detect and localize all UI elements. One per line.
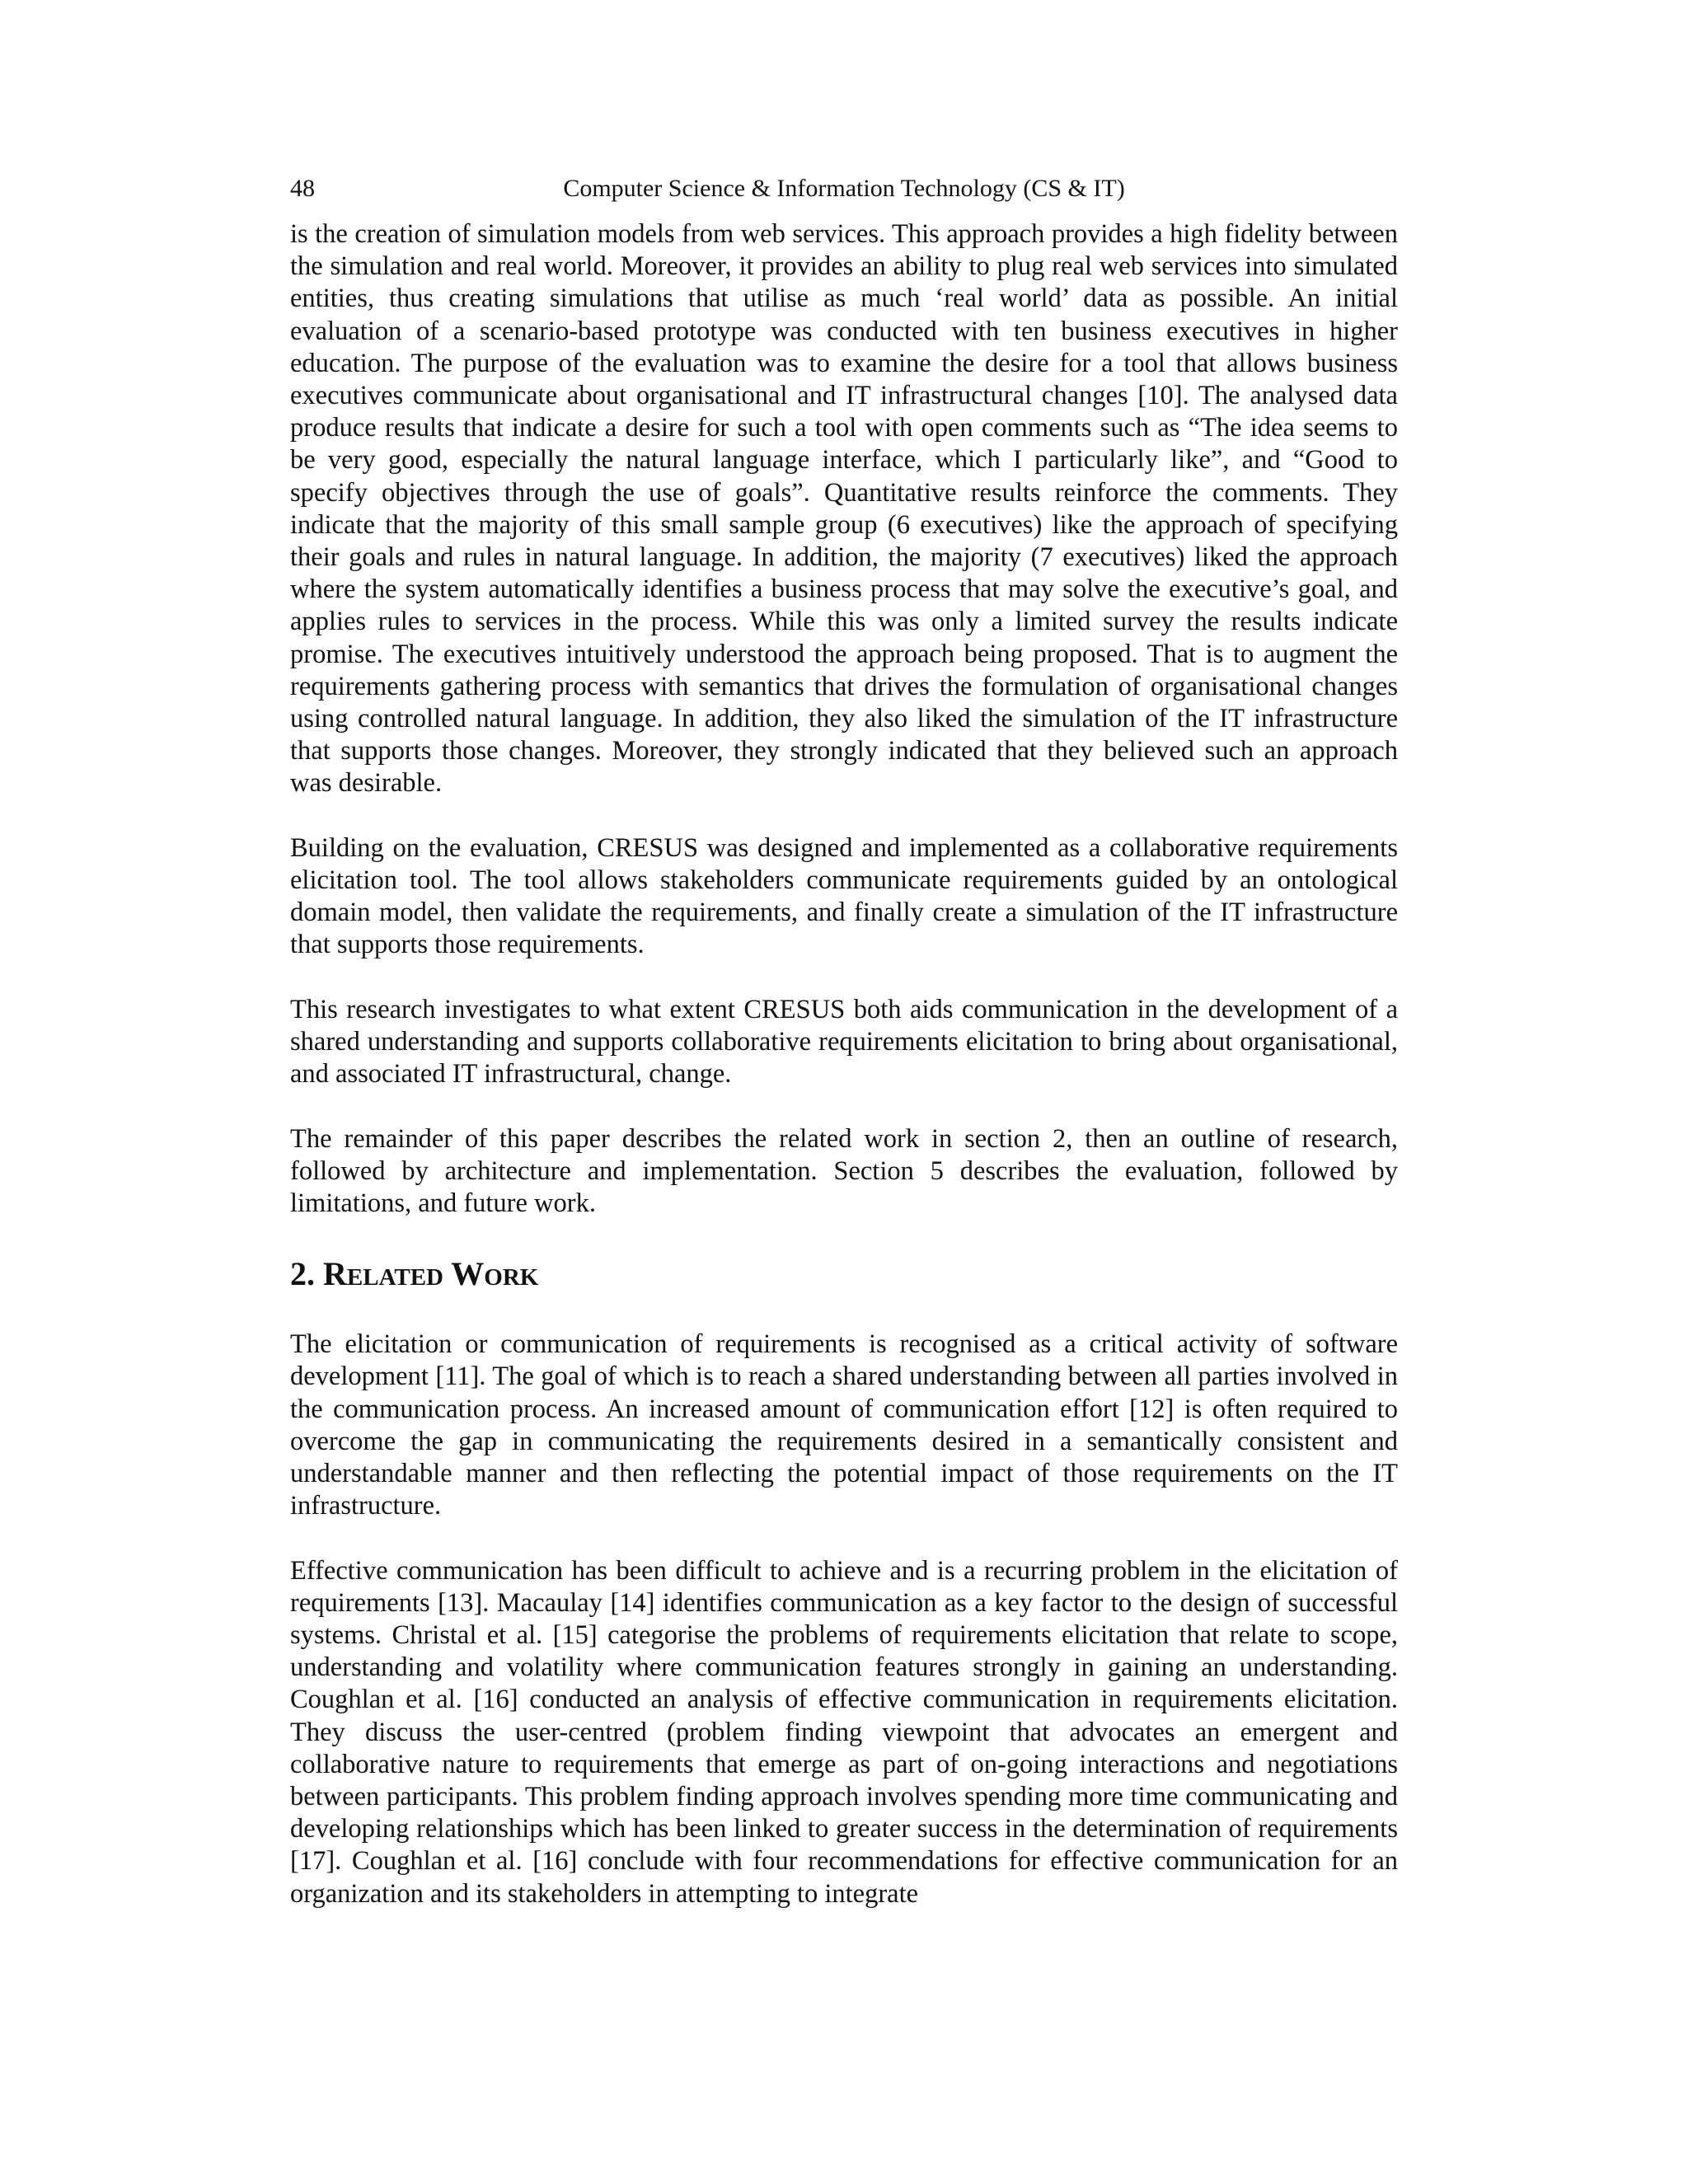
paragraph-elicitation: The elicitation or communication of requirements is recognised as a critical activity of software development [11]. The goal of which is to reach a shared understanding between all parties involved in the communication process. An increased amount of communication effort [12] is often required to overcome the gap in communicating the requirements desired in a semantically consistent and understandable manner and then reflecting the potential impact of those requirements on the IT infrastructure. [290,1329,1398,1521]
section-number: 2. [290,1255,315,1293]
running-header [290,169,1398,209]
section-heading-related-work [290,1254,1398,1298]
body-text [290,218,1398,1910]
heading-word-related: RELATED [323,1255,443,1293]
paragraph-paper-outline: The remainder of this paper describes the related work in section 2, then an outline of research, followed by architecture and implementation. Section 5 describes the evaluation, followed by limitations, and future work. [290,1123,1398,1219]
paragraph-research-aim: This research investigates to what extent CRESUS both aids communication in the development of a shared understanding and supports collaborative requirements elicitation to bring about organisational, and associated IT infrastructural, change. [290,994,1398,1090]
journal-title: Computer Science & Information Technology (CS & IT) [563,175,1125,202]
page-number: 48 [290,175,315,202]
paragraph-effective-communication: Effective communication has been difficult to achieve and is a recurring problem in the elicitation of requirements [13]. Macaulay [14] identifies communication as a key factor to the design of successful systems. Christal et al. [15] categorise the problems of requirements elicitation that relate to scope, understanding and volatility where communication features strongly in gaining an understanding. Coughlan et al. [16] conducted an analysis of effective communication in requirements elicitation. They discuss the user-centred (problem finding viewpoint that advocates an emergent and collaborative nature to requirements that emerge as part of on-going interactions and negotiations between participants. This problem finding approach involves spending more time communicating and developing relationships which has been linked to greater success in the determination of requirements [17]. Coughlan et al. [16] conclude with four recommendations for effective communication for an organization and its stakeholders in attempting to integrate [290,1555,1398,1909]
paragraph-cresus-design: Building on the evaluation, CRESUS was designed and implemented as a collaborative requirements elicitation tool. The tool allows stakeholders communicate requirements guided by an ontological domain model, then validate the requirements, and finally create a simulation of the IT infrastructure that supports those requirements. [290,832,1398,960]
paragraph-evaluation: is the creation of simulation models from web services. This approach provides a high fidelity between the simulation and real world. Moreover, it provides an ability to plug real web services into simulated entities, thus creating simulations that utilise as much ‘real world’ data as possible. An initial evaluation of a scenario-based prototype was conducted with ten business executives in higher education. The purpose of the evaluation was to examine the desire for a tool that allows business executives communicate about organisational and IT infrastructural changes [10]. The analysed data produce results that indicate a desire for such a tool with open comments such as “The idea seems to be very good, especially the natural language interface, which I particularly like”, and “Good to specify objectives through the use of goals”. Quantitative results reinforce the comments. They indicate that the majority of this small sample group (6 executives) like the approach of specifying their goals and rules in natural language. In addition, the majority (7 executives) liked the approach where the system automatically identifies a business process that may solve the executive’s goal, and applies rules to services in the process. While this was only a limited survey the results indicate promise. The executives intuitively understood the approach being proposed. That is to augment the requirements gathering process with semantics that drives the formulation of organisational changes using controlled natural language. In addition, they also liked the simulation of the IT infrastructure that supports those changes. Moreover, they strongly indicated that they believed such an approach was desirable. [290,219,1398,799]
heading-word-work: WORK [451,1255,539,1293]
